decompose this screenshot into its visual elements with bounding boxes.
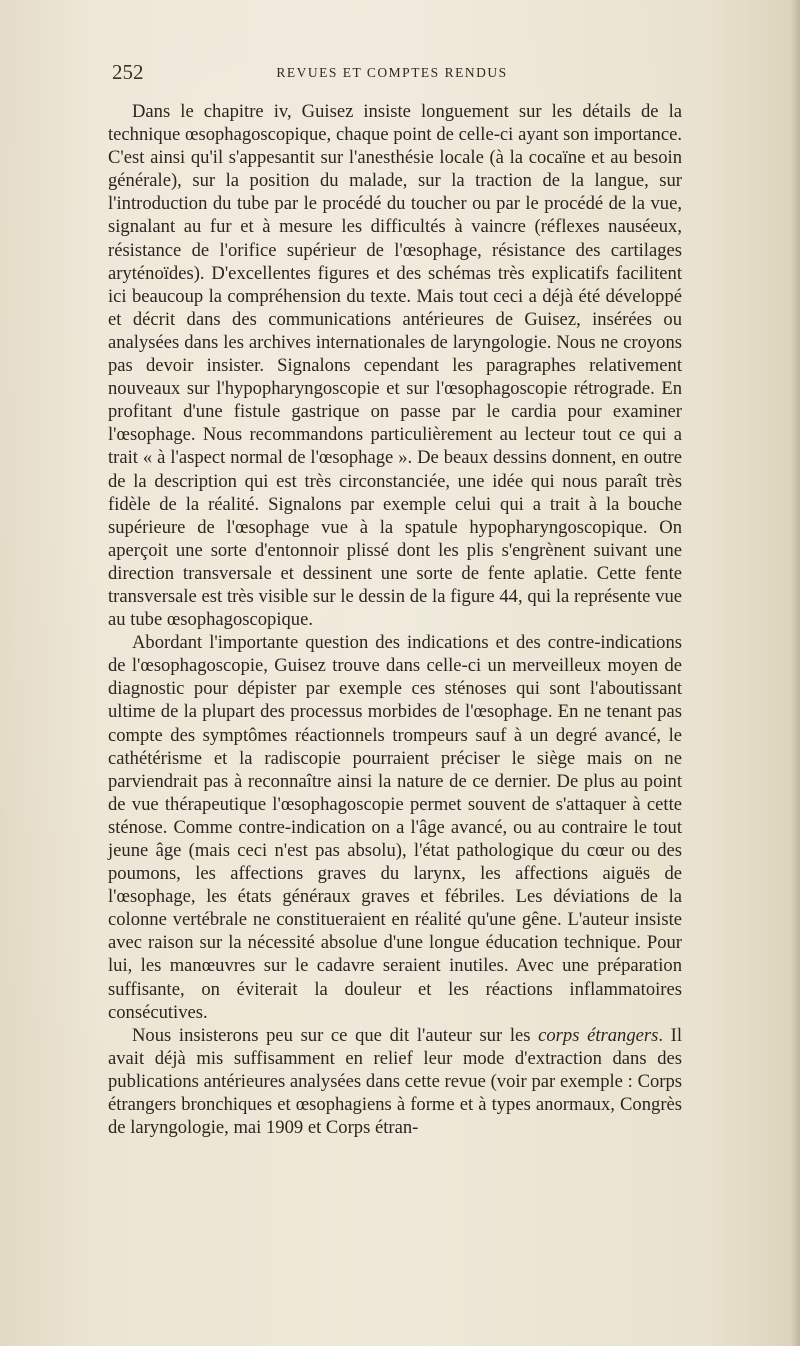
paragraph-technique: Dans le chapitre iv, Guisez insiste longuement sur les détails de la technique œsophagoscopique, chaque point de celle-ci ayant son importance. C'est ainsi qu'il s'appesantit sur l'anesthésie locale (à la cocaïne et au besoin générale), sur la position du malade, sur la traction de la langue, sur l'introduction du tube par le procédé du toucher ou par le procédé de la vue, signalant au fur et à mesure les difficultés à vaincre (réflexes nauséeux, résistance de l'orifice supérieur de l'œsophage, résistance des cartilages aryténoïdes). D'excellentes figures et des schémas très explicatifs facilitent ici beaucoup la compréhension du texte. Mais tout ceci a déjà été développé et décrit dans des communications antérieures de Guisez, insérées ou analysées dans les archives internationales de laryngologie. Nous ne croyons pas devoir insister. Signalons cependant les paragraphes relativement nouveaux sur l'hypopharyngoscopie et sur l'œsophagoscopie rétrograde. En profitant d'une fistule gastrique on passe par le cardia pour examiner l'œsophage. Nous recommandons particulièrement au lecteur tout ce qui a trait « à l'aspect normal de l'œsophage ». De beaux dessins donnent, en outre de la description qui est très circonstanciée, une idée qui nous paraît très fidèle de la réalité. Signalons par exemple celui qui a trait à la bouche supérieure de l'œsophage vue à la spatule hypopharyngoscopique. On aperçoit une sorte d'entonnoir plissé dont les plis s'engrènent suivant une direction transversale et dessinent une sorte de fente aplatie. Cette fente transversale est très visible sur le dessin de la figure 44, qui la représente vue au tube œsophagoscopique. (108, 101, 682, 631)
paragraph-indications: Abordant l'importante question des indications et des contre-indications de l'œsophagoscopie, Guisez trouve dans celle-ci un merveilleux moyen de diagnostic pour dépister par exemple ces sténoses qui sont l'aboutissant ultime de la plupart des processus morbides de l'œsophage. En ne tenant pas compte des symptômes réactionnels trompeurs sauf à un degré avancé, le cathétérisme et la radiscopie pourraient préciser le siège mais on ne parviendrait pas à reconnaître ainsi la nature de ce dernier. De plus au point de vue thérapeutique l'œsophagoscopie permet souvent de s'attaquer à cette sténose. Comme contre-indication on a l'âge avancé, ou au contraire le tout jeune âge (mais ceci n'est pas absolu), l'état pathologique du cœur ou des poumons, les affections graves du larynx, les affections aiguës de l'œsophage, les états généraux graves et fébriles. Les déviations de la colonne vertébrale ne constitueraient en réalité qu'une gêne. L'auteur insiste avec raison sur la nécessité absolue d'une longue éducation technique. Pour lui, les manœuvres sur le cadavre seraient inutiles. Avec une préparation suffisante, on éviterait la douleur et les réactions inflammatoires consécutives. (108, 632, 682, 1023)
paragraph-foreign-bodies (108, 1024, 682, 1139)
paragraph-foreign-bodies-start: Nous insisterons peu sur ce que dit l'auteur sur les (132, 1024, 539, 1046)
italic-term-corps-etrangers: corps étrangers (538, 1024, 659, 1046)
running-head (112, 62, 672, 84)
page-number: 252 (112, 60, 144, 84)
body-text (108, 100, 682, 1139)
page-edge-shadow (790, 0, 800, 1346)
journal-title: REVUES ET COMPTES RENDUS (276, 65, 508, 80)
paragraph-foreign-bodies-end: . Il avait déjà mis suffisamment en relief leur mode d'extraction dans des publications antérieures analysées dans cette revue (voir par exemple : Corps étrangers bronchiques et œsophagiens à forme et à types anormaux, Congrès de laryngologie, mai 1909 et Corps étran- (108, 1024, 682, 1139)
